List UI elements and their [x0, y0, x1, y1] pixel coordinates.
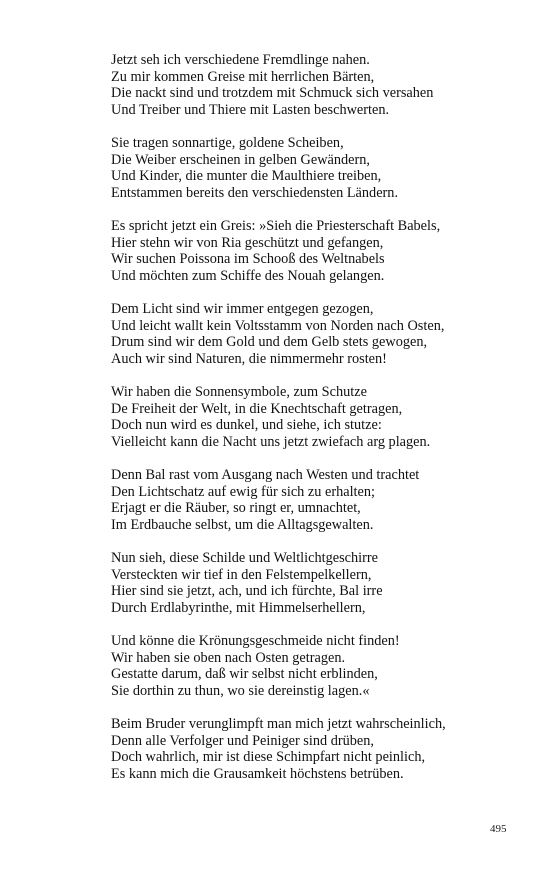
- poem-line: Nun sieh, diese Schilde und Weltlichtgeschirre: [111, 550, 378, 566]
- poem-line: Drum sind wir dem Gold und dem Gelb stets gewogen,: [111, 334, 428, 350]
- poem-line: Dem Licht sind wir immer entgegen gezogen,: [111, 301, 374, 317]
- poem-line: Im Erdbauche selbst, um die Alltagsgewalten.: [111, 516, 374, 533]
- poem-line: Und Treiber und Thiere mit Lasten beschwerten.: [111, 101, 390, 118]
- poem-line: Und könne die Krönungsgeschmeide nicht finden!: [111, 633, 400, 649]
- poem-line: Wir suchen Poissona im Schooß des Weltnabels: [111, 251, 385, 267]
- stanza-4: [111, 301, 531, 367]
- stanza-6: [111, 467, 531, 533]
- poem-line: Zu mir kommen Greise mit herrlichen Bärten,: [111, 68, 375, 85]
- poem-line: Durch Erdlabyrinthe, mit Himmelserhellern,: [111, 599, 366, 616]
- poem-line: Jetzt seh ich verschiedene Fremdlinge nahen.: [111, 52, 370, 68]
- poem-line: Sie dorthin zu thun, wo sie dereinstig lagen.«: [111, 682, 370, 699]
- poem-line: Die nackt sind und trotzdem mit Schmuck sich versahen: [111, 85, 434, 101]
- poem-line: Und Kinder, die munter die Maulthiere treiben,: [111, 168, 382, 184]
- poem-text: [111, 52, 531, 799]
- poem-line: Hier sind sie jetzt, ach, und ich fürchte, Bal irre: [111, 583, 383, 599]
- poem-line: Die Weiber erscheinen in gelben Gewändern,: [111, 151, 370, 168]
- stanza-9: [111, 716, 531, 782]
- stanza-5: [111, 384, 531, 450]
- poem-line: Wir haben die Sonnensymbole, zum Schutze: [111, 384, 367, 400]
- poem-line: Den Lichtschatz auf ewig für sich zu erhalten;: [111, 483, 375, 500]
- poem-line: Wir haben sie oben nach Osten getragen.: [111, 649, 346, 666]
- poem-line: De Freiheit der Welt, in die Knechtschaft getragen,: [111, 400, 403, 417]
- poem-line: Es spricht jetzt ein Greis: »Sieh die Priesterschaft Babels,: [111, 218, 441, 234]
- poem-line: Denn alle Verfolger und Peiniger sind drüben,: [111, 732, 374, 749]
- poem-line: Auch wir sind Naturen, die nimmermehr rosten!: [111, 350, 387, 367]
- poem-line: Gestatte darum, daß wir selbst nicht erblinden,: [111, 666, 378, 682]
- stanza-8: [111, 633, 531, 699]
- poem-line: Erjagt er die Räuber, so ringt er, umnachtet,: [111, 500, 361, 516]
- poem-line: Versteckten wir tief in den Felstempelkellern,: [111, 566, 372, 583]
- poem-line: Beim Bruder verunglimpft man mich jetzt wahrscheinlich,: [111, 716, 446, 732]
- stanza-1: [111, 52, 531, 118]
- stanza-2: [111, 135, 531, 201]
- poem-line: Und möchten zum Schiffe des Nouah gelangen.: [111, 267, 385, 284]
- poem-line: Entstammen bereits den verschiedensten Ländern.: [111, 184, 399, 201]
- poem-line: Es kann mich die Grausamkeit höchstens betrüben.: [111, 765, 404, 782]
- poem-line: Doch nun wird es dunkel, und siehe, ich stutze:: [111, 417, 382, 433]
- poem-line: Vielleicht kann die Nacht uns jetzt zwiefach arg plagen.: [111, 433, 431, 450]
- poem-line: Sie tragen sonnartige, goldene Scheiben,: [111, 135, 344, 151]
- poem-line: Denn Bal rast vom Ausgang nach Westen und trachtet: [111, 467, 420, 483]
- poem-line: Und leicht wallt kein Voltsstamm von Norden nach Osten,: [111, 317, 445, 334]
- stanza-7: [111, 550, 531, 616]
- poem-line: Hier stehn wir von Ria geschützt und gefangen,: [111, 234, 384, 251]
- page-number: 495: [490, 823, 507, 835]
- poem-line: Doch wahrlich, mir ist diese Schimpfart nicht peinlich,: [111, 749, 426, 765]
- stanza-3: [111, 218, 531, 284]
